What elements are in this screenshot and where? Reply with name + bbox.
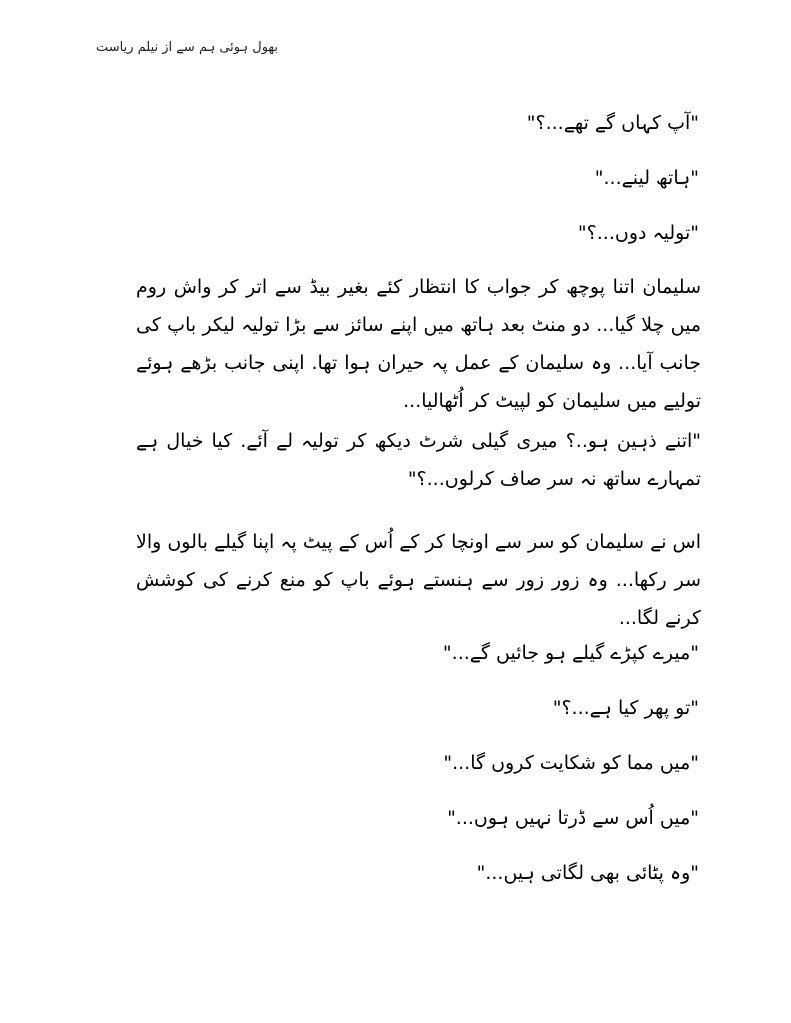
dialogue-line: "میرے کپڑے گیلے ہو جائیں گے..." bbox=[442, 642, 699, 664]
paragraph: سلیمان اتنا پوچھ کر جواب کا انتظار کئے بغیر بیڈ سے اتر کر واش روم میں چلا گیا... دو منٹ بعد ہاتھ میں اپنے سائز سے بڑا تولیہ لیکر باپ کی جانب آیا... وہ سلیمان کے عمل پہ حیران ہوا تھا. اپنی جانب بڑھے ہوئے تولیے میں سلیمان کو لپیٹ کر اُٹھالیا... bbox=[136, 276, 701, 412]
dialogue-line: "میں اُس سے ڈرتا نہیں ہوں..." bbox=[447, 807, 699, 829]
dialogue-line: "میں مما کو شکایت کروں گا..." bbox=[443, 752, 699, 774]
dialogue-line: "وہ پٹائی بھی لگاتی ہیں..." bbox=[476, 862, 699, 884]
dialogue-line: "تولیہ دوں...؟" bbox=[577, 222, 699, 244]
dialogue-line: "ہاتھ لینے..." bbox=[594, 167, 699, 189]
paragraph: "اتنے ذہین ہو..؟ میری گیلی شرٹ دیکھ کر تولیہ لے آئے. کیا خیال ہے تمہارے ساتھ نہ سر صاف کرلوں...؟" bbox=[136, 430, 701, 490]
paragraph: اس نے سلیمان کو سر سے اونچا کر کے اُس کے پیٹ پہ اپنا گیلے بالوں والا سر رکھا... وہ زور زور سے ہنستے ہوئے باپ کو منع کرنے کی کوشش کرنے لگا... bbox=[136, 531, 701, 629]
running-header: بھول ہوئی ہم سے از نیلم ریاست bbox=[96, 40, 279, 55]
dialogue-line: "آپ کہاں گے تھے...؟" bbox=[526, 112, 699, 134]
dialogue-line: "تو پھر کیا ہے...؟" bbox=[552, 697, 699, 719]
